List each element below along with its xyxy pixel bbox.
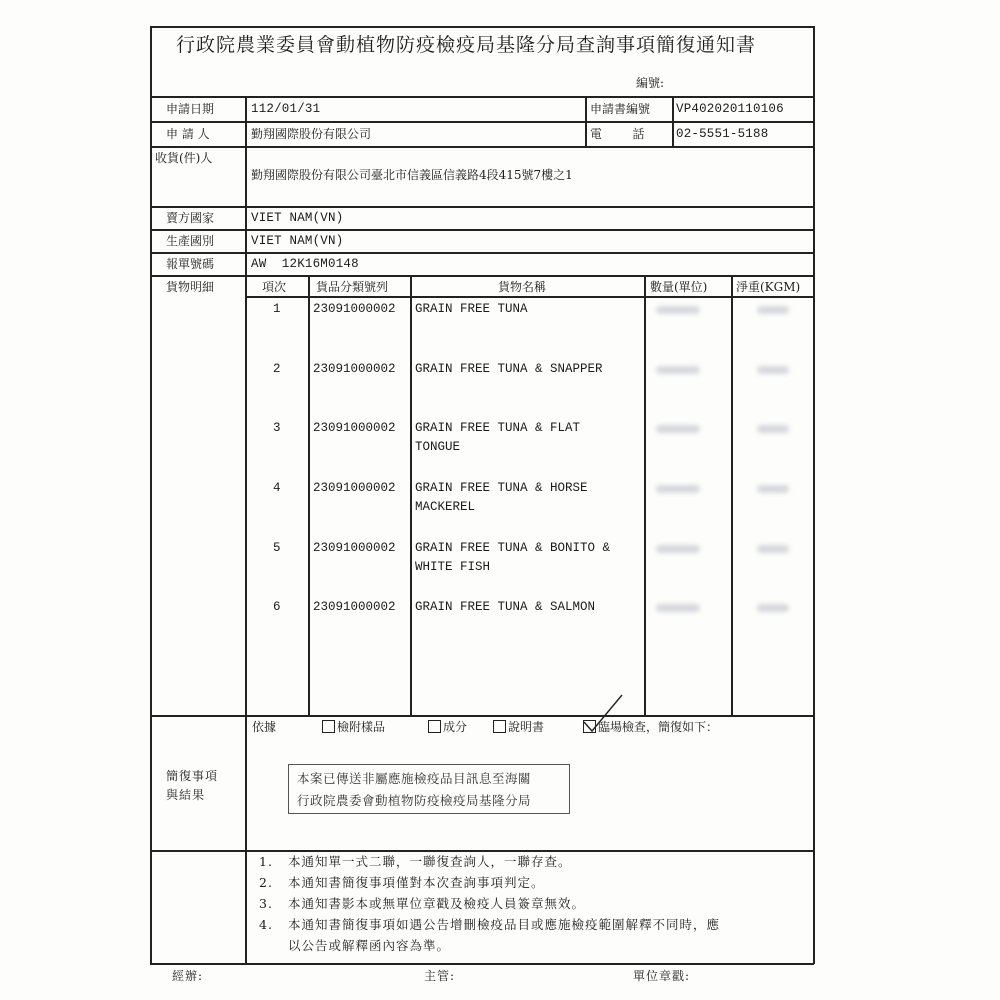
basis-label: 依據 bbox=[252, 720, 277, 734]
ingredients-checkbox[interactable] bbox=[428, 720, 441, 733]
application-number-label: 申請書編號 bbox=[590, 102, 651, 116]
goods-column-divider bbox=[644, 275, 646, 715]
ingredients-option-label: 成分 bbox=[443, 720, 468, 734]
sample-checkbox[interactable] bbox=[322, 720, 335, 733]
applicant-label: 申 請 人 bbox=[166, 127, 210, 141]
note-text: 本通知單一式二聯，一聯復查詢人，一聯存查。 bbox=[288, 854, 572, 869]
row-goods-name: GRAIN FREE TUNA & FLAT bbox=[415, 421, 581, 435]
notes-column-divider bbox=[245, 850, 247, 963]
declaration-number-value: AW 12K16M0148 bbox=[251, 257, 359, 271]
row-divider bbox=[150, 229, 814, 231]
manual-option-label: 說明書 bbox=[508, 720, 545, 734]
note-number: 4. bbox=[259, 917, 273, 932]
row-item-number: 1 bbox=[273, 302, 281, 316]
phone-value: 02-5551-5188 bbox=[676, 127, 769, 141]
sample-option-label: 檢附樣品 bbox=[337, 720, 386, 734]
row-item-number: 3 bbox=[273, 421, 281, 435]
frame-top-border bbox=[150, 26, 814, 28]
row-goods-name-continued: TONGUE bbox=[415, 440, 461, 454]
redacted-quantity bbox=[656, 545, 700, 553]
row-divider bbox=[150, 252, 814, 254]
redacted-weight bbox=[757, 485, 789, 493]
goods-column-divider bbox=[308, 275, 310, 715]
row-divider bbox=[150, 96, 814, 98]
note-text: 本通知書簡復事項僅對本次查詢事項判定。 bbox=[288, 875, 545, 890]
row-divider bbox=[150, 206, 814, 208]
onsite-inspection-option-label: 臨場檢查，簡復如下： bbox=[598, 720, 719, 734]
col-header-quantity: 數量(單位) bbox=[650, 280, 708, 294]
manual-checkbox[interactable] bbox=[493, 720, 506, 733]
result-section-label-line2: 與結果 bbox=[166, 788, 206, 802]
row-divider bbox=[150, 275, 814, 277]
phone-label: 電 話 bbox=[590, 127, 645, 141]
origin-country-value: VIET NAM(VN) bbox=[251, 234, 344, 248]
row-goods-name: GRAIN FREE TUNA & BONITO & bbox=[415, 541, 611, 555]
row-goods-name: GRAIN FREE TUNA & SALMON bbox=[415, 600, 596, 614]
redacted-quantity bbox=[656, 485, 700, 493]
row-divider bbox=[150, 850, 814, 852]
note-text-continued: 以公告或解釋函內容為準。 bbox=[288, 938, 451, 953]
row-divider bbox=[150, 146, 814, 148]
redacted-quantity bbox=[656, 366, 700, 374]
frame-right-border bbox=[813, 26, 815, 964]
row-goods-name: GRAIN FREE TUNA & SNAPPER bbox=[415, 362, 603, 376]
serial-number-label: 編號: bbox=[636, 76, 665, 90]
apply-date-label: 申請日期 bbox=[166, 102, 215, 116]
note-number: 1. bbox=[259, 854, 273, 869]
field-divider bbox=[585, 96, 587, 146]
origin-country-label: 生產國別 bbox=[166, 234, 215, 248]
row-hs-code: 23091000002 bbox=[313, 421, 396, 435]
goods-header-divider bbox=[245, 296, 814, 298]
label-column-divider bbox=[245, 96, 247, 850]
apply-date-value: 112/01/31 bbox=[251, 102, 321, 116]
seller-country-value: VIET NAM(VN) bbox=[251, 211, 344, 225]
result-stamp bbox=[288, 764, 570, 814]
row-divider bbox=[150, 121, 814, 123]
row-hs-code: 23091000002 bbox=[313, 541, 396, 555]
frame-bottom-border bbox=[150, 963, 814, 965]
redacted-weight bbox=[757, 425, 789, 433]
declaration-number-label: 報單號碼 bbox=[166, 257, 215, 271]
document-title: 行政院農業委員會動植物防疫檢疫局基隆分局查詢事項簡復通知書 bbox=[176, 34, 757, 56]
note-text: 本通知書影本或無單位章戳及檢疫人員簽章無效。 bbox=[288, 896, 586, 911]
field-divider bbox=[672, 96, 674, 146]
redacted-quantity bbox=[656, 306, 700, 314]
row-goods-name-continued: MACKEREL bbox=[415, 500, 476, 514]
col-header-net-weight: 淨重(KGM) bbox=[736, 280, 801, 294]
col-header-goods-name: 貨物名稱 bbox=[498, 280, 547, 294]
col-header-hs-code: 貨品分類號列 bbox=[316, 280, 389, 294]
stamp-line-1: 本案已傳送非屬應施檢疫品目訊息至海關 bbox=[297, 771, 532, 786]
goods-column-divider bbox=[731, 275, 733, 715]
row-item-number: 4 bbox=[273, 481, 281, 495]
row-item-number: 2 bbox=[273, 362, 281, 376]
goods-detail-label: 貨物明細 bbox=[166, 280, 215, 294]
row-goods-name: GRAIN FREE TUNA & HORSE bbox=[415, 481, 588, 495]
redacted-weight bbox=[757, 545, 789, 553]
row-divider bbox=[150, 715, 814, 717]
redacted-weight bbox=[757, 604, 789, 612]
applicant-value: 勤翔國際股份有限公司 bbox=[251, 127, 372, 141]
row-hs-code: 23091000002 bbox=[313, 481, 396, 495]
row-goods-name-continued: WHITE FISH bbox=[415, 560, 491, 574]
row-hs-code: 23091000002 bbox=[313, 362, 396, 376]
redacted-quantity bbox=[656, 604, 700, 612]
result-section-label: 簡復事項 bbox=[166, 769, 219, 783]
supervisor-label: 主管: bbox=[424, 969, 456, 983]
stamp-line-2: 行政院農委會動植物防疫檢疫局基隆分局 bbox=[297, 793, 532, 808]
redacted-weight bbox=[757, 366, 789, 374]
note-number: 2. bbox=[259, 875, 273, 890]
application-number-value: VP402020110106 bbox=[676, 102, 784, 116]
redacted-quantity bbox=[656, 425, 700, 433]
note-text: 本通知書簡復事項如遇公告增刪檢疫品目或應施檢疫範圍解釋不同時，應 bbox=[288, 917, 721, 932]
redacted-weight bbox=[757, 306, 789, 314]
goods-column-divider bbox=[410, 275, 412, 715]
frame-left-border bbox=[150, 26, 152, 964]
col-header-item: 項次 bbox=[262, 280, 287, 294]
row-hs-code: 23091000002 bbox=[313, 600, 396, 614]
consignee-label: 收貨(件)人 bbox=[155, 151, 213, 165]
note-number: 3. bbox=[259, 896, 273, 911]
handler-label: 經辦: bbox=[172, 969, 204, 983]
unit-stamp-label: 單位章戳: bbox=[633, 969, 691, 983]
seller-country-label: 賣方國家 bbox=[166, 211, 215, 225]
row-item-number: 6 bbox=[273, 600, 281, 614]
row-item-number: 5 bbox=[273, 541, 281, 555]
row-hs-code: 23091000002 bbox=[313, 302, 396, 316]
row-goods-name: GRAIN FREE TUNA bbox=[415, 302, 528, 316]
consignee-value: 勤翔國際股份有限公司臺北市信義區信義路4段415號7樓之1 bbox=[251, 168, 573, 182]
